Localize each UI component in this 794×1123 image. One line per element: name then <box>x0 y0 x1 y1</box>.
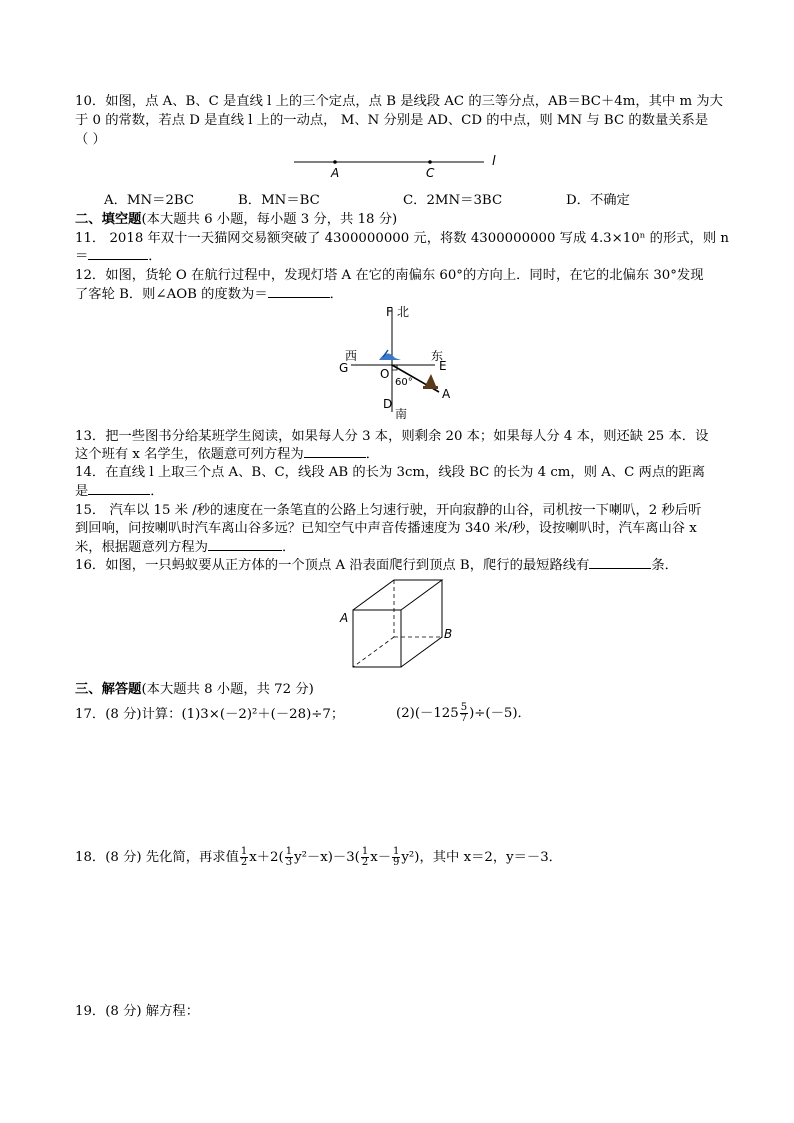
q13-answer-blank[interactable] <box>304 445 366 458</box>
q10-choice-a: A．MN＝2BC <box>104 193 195 208</box>
q15-answer-blank[interactable] <box>208 538 282 551</box>
q15-prompt: 米，根据题意列方程为 <box>75 540 208 555</box>
q17-part2 <box>396 701 531 727</box>
label-west: 西 <box>345 349 358 363</box>
q11-end: ． <box>148 249 162 264</box>
q13-line1: 13．把一些图书分给某班学生阅读，如果每人分 3 本，则剩余 20 本；如果每人分 4 本，则还缺 25 本．设 <box>75 429 709 444</box>
compass-figure <box>335 300 465 425</box>
q18-term4: y²)，其中 x＝2，y＝－3． <box>401 850 562 865</box>
q17-frac-den: 7 <box>460 713 468 724</box>
label-b: B <box>444 627 453 641</box>
label-a: A <box>442 387 451 401</box>
q14-answer-blank[interactable] <box>88 482 150 495</box>
q17-frac-num: 5 <box>460 702 468 713</box>
q17-part2-suffix: )÷(－5)． <box>469 706 531 721</box>
q10-choice-d: D．不确定 <box>566 193 630 208</box>
q10-choice-c: C．2MN＝3BC <box>403 193 503 208</box>
q16-end: 条． <box>651 558 678 573</box>
label-a: A <box>331 166 340 180</box>
q18-prefix: 18．(8 分) 先化简，再求值 <box>75 850 239 865</box>
q18-frac4 <box>392 847 400 868</box>
label-f: F <box>386 305 393 319</box>
q19-line: 19．(8 分) 解方程： <box>75 1004 199 1019</box>
q18-term1: x＋2( <box>249 850 284 865</box>
q14-line1: 14．在直线 l 上取三个点 A、B、C，线段 AB 的长为 3cm，线段 BC 的长为 4 cm，则 A、C 两点的距离 <box>75 465 706 480</box>
section3-title: 三、解答题 <box>75 682 142 697</box>
q15-line3 <box>75 538 295 557</box>
label-c: C <box>426 166 435 180</box>
q18-frac3-den: 2 <box>361 857 369 868</box>
label-d: D <box>383 397 393 411</box>
cargo-ship-icon <box>379 353 401 360</box>
q15-line2: 到回响，问按喇叭时汽车离山谷多远？已知空气中声音传播速度为 340 米/秒，设按喇叭时，汽车离山谷 x <box>75 521 697 536</box>
q16-prompt: 16．如图，一只蚂蚁要从正方体的一个顶点 A 沿表面爬行到顶点 B，爬行的最短路线有 <box>75 558 590 573</box>
q18-term3: x－ <box>370 850 392 865</box>
point-a <box>333 160 337 164</box>
q18-term2: y²－x)－3( <box>294 850 360 865</box>
q16-answer-blank[interactable] <box>589 556 651 569</box>
q14-end: ． <box>150 484 164 499</box>
q12-answer-blank[interactable] <box>268 285 330 298</box>
q10-choice-b: B．MN＝BC <box>238 193 320 208</box>
q10-line1: 10．如图，点 A、B、C 是直线 l 上的三个定点，点 B 是线段 AC 的三等分点，AB＝BC＋4m，其中 m 为大 <box>75 94 723 109</box>
q10-line3: （ ） <box>75 132 106 147</box>
q11-answer-blank[interactable] <box>88 247 148 260</box>
label-east: 东 <box>431 349 444 363</box>
section2-heading <box>75 210 397 229</box>
q12-line2 <box>75 285 343 304</box>
q17-part2-prefix: (2)(－125 <box>396 706 459 721</box>
q18-frac3 <box>361 847 369 868</box>
q13-end: ． <box>365 447 379 462</box>
section3-desc: (本大题共 8 小题，共 72 分) <box>141 682 314 697</box>
label-south: 南 <box>395 407 408 421</box>
q12-prompt: 了客轮 B．则∠AOB 的度数为＝ <box>75 287 268 302</box>
q15-line1: 15． 汽车以 15 米 /秒的速度在一条笔直的公路上匀速行驶，开向寂静的山谷，司机按一下喇叭，2 秒后听 <box>75 503 702 518</box>
q18-frac4-num: 1 <box>393 846 400 857</box>
q13-prompt: 这个班有 x 名学生，依题意可列方程为 <box>75 447 304 462</box>
q17-part1: 17．(8 分)计算：(1)3×(－2)²＋(－28)÷7； <box>75 707 345 722</box>
q11-line1: 11． 2018 年双十一天猫网交易额突破了 4300000000 元，将数 4300000000 写成 4.3×10ⁿ 的形式，则 n <box>75 231 729 246</box>
q12-end: ． <box>329 287 343 302</box>
label-a: A <box>340 611 349 625</box>
q18-frac3-num: 1 <box>361 846 369 857</box>
label-o: O <box>380 367 390 381</box>
point-c <box>428 160 432 164</box>
label-l: l <box>492 154 496 169</box>
q11-eq: ＝ <box>75 249 89 264</box>
label-g: G <box>339 361 349 375</box>
q18-frac2 <box>285 847 293 868</box>
q13-line2 <box>75 445 379 464</box>
q18-frac1-den: 2 <box>240 857 248 868</box>
section3-heading <box>75 680 314 699</box>
q16-line1 <box>75 556 678 575</box>
q11-line2 <box>75 247 162 266</box>
label-e: E <box>439 359 447 373</box>
label-north: 北 <box>397 305 410 319</box>
q18-frac1 <box>240 847 248 868</box>
lighthouse-icon <box>425 374 436 386</box>
q18-frac2-num: 1 <box>285 846 293 857</box>
q18-frac4-den: 9 <box>393 857 400 868</box>
q15-end: ． <box>281 540 296 555</box>
q18-line <box>75 845 562 871</box>
q14-line2 <box>75 482 164 501</box>
cube-figure <box>336 574 460 674</box>
q14-prompt: 是 <box>75 484 89 499</box>
q18-frac1-num: 1 <box>240 846 248 857</box>
q10-line-figure <box>290 152 510 180</box>
section2-title: 二、填空题 <box>75 212 142 227</box>
q10-line2: 于 0 的常数，若点 D 是直线 l 上的一动点， M、N 分别是 AD、CD 的中点，则 MN 与 BC 的数量关系是 <box>75 113 709 128</box>
q12-line1: 12．如图，货轮 O 在航行过程中，发现灯塔 A 在它的南偏东 60°的方向上．同时，在它的北偏东 30°发现 <box>75 268 704 283</box>
q17-fraction <box>460 703 468 724</box>
q18-frac2-den: 3 <box>285 857 293 868</box>
section2-desc: (本大题共 6 小题，每小题 3 分，共 18 分) <box>141 212 398 227</box>
label-angle: 60° <box>395 377 413 388</box>
